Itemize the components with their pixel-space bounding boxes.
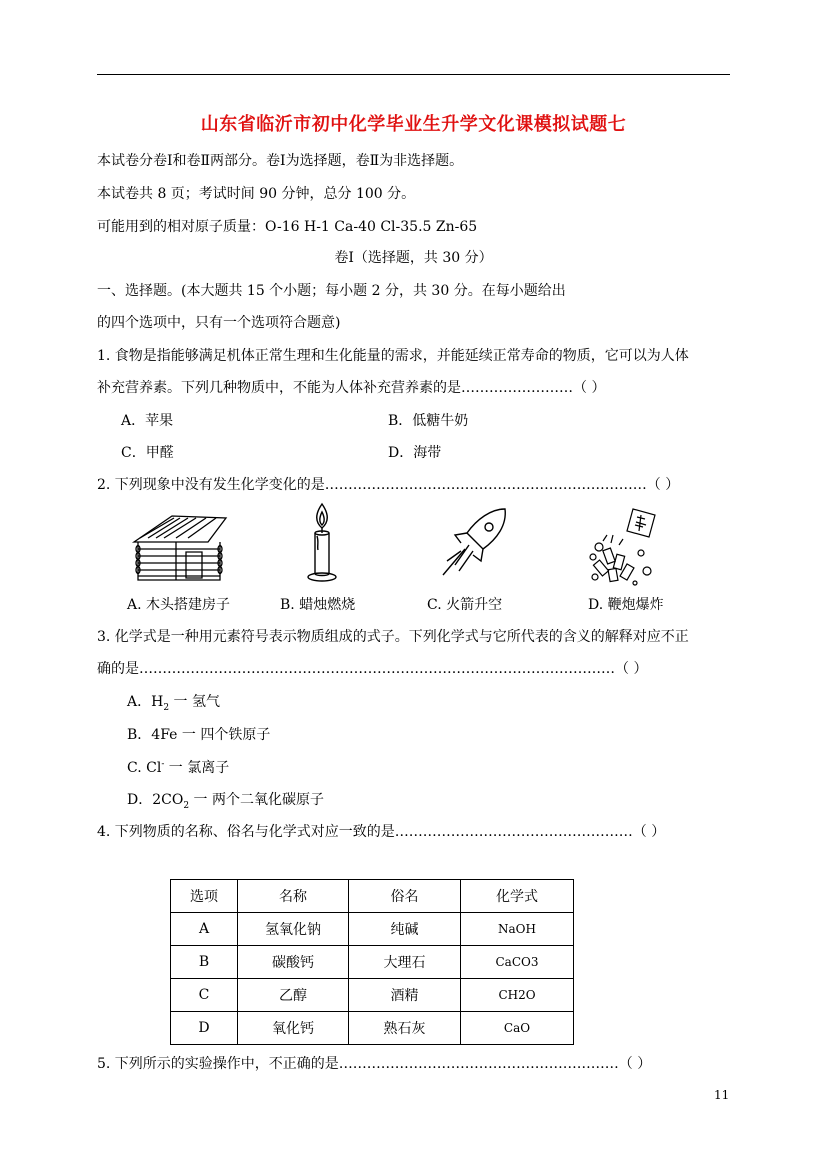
table-row: [171, 979, 574, 1012]
q3-option-c: C. Cl- 一 氯离子: [127, 759, 230, 776]
table-cell: D: [171, 1012, 238, 1045]
table-cell: CaO: [461, 1012, 574, 1045]
q2-option-a: A. 木头搭建房子: [127, 597, 231, 613]
q3-option-d: D．$2CO_2$ 一 两个二氧化碳原子: [127, 792, 324, 811]
intro-line-2: 本试卷共 8 页；考试时间 90 分钟，总分 100 分。: [97, 186, 416, 202]
table-cell: 纯碱: [349, 913, 461, 946]
intro-line-3: 可能用到的相对原子质量：O-16 H-1 Ca-40 Cl-35.5 Zn-65: [97, 219, 478, 235]
q1-option-c: C．甲醛: [121, 445, 174, 461]
table-cell: A: [171, 913, 238, 946]
section-title: 卷Ⅰ（选择题，共 30 分）: [334, 250, 493, 266]
q3-option-a: A．$H_2$ 一 氢气: [127, 694, 220, 713]
table-cell: 乙醇: [238, 979, 349, 1012]
q2-option-b: B. 蜡烛燃烧: [280, 597, 356, 613]
q1-stem-line-1: 1. 食物是指能够满足机体正常生理和生化能量的需求，并能延续正常寿命的物质，它可以为人体: [97, 348, 689, 364]
table-header-cell: 选项: [171, 880, 238, 913]
table-header-cell: 化学式: [461, 880, 574, 913]
firecracker-icon: [585, 505, 665, 587]
intro-line-1: 本试卷分卷Ⅰ和卷Ⅱ两部分。卷Ⅰ为选择题，卷Ⅱ为非选择题。: [97, 153, 464, 169]
table-cell: 大理石: [349, 946, 461, 979]
table-header-row: [171, 880, 574, 913]
q1-option-d: D．海带: [388, 445, 442, 461]
q2-option-d: D. 鞭炮爆炸: [588, 597, 664, 613]
table-row: [171, 1012, 574, 1045]
table-cell: C: [171, 979, 238, 1012]
table-cell: CaCO3: [461, 946, 574, 979]
table-header-cell: 名称: [238, 880, 349, 913]
part-heading-line-1: 一、选择题。(本大题共 15 个小题；每小题 2 分，共 30 分。在每小题给出: [97, 283, 566, 299]
q1-option-a: A．苹果: [121, 413, 174, 429]
table-cell: B: [171, 946, 238, 979]
header-rule: [97, 74, 730, 75]
table-cell: 熟石灰: [349, 1012, 461, 1045]
table-cell: 氢氧化钠: [238, 913, 349, 946]
house-icon: [128, 512, 232, 584]
candle-icon: [303, 502, 343, 584]
table-cell: 酒精: [349, 979, 461, 1012]
q2-stem: 2. 下列现象中没有发生化学变化的是……………………………………………………………（ ）: [97, 477, 680, 493]
q3-stem-line-2: 确的是…………………………………………………………………………………………（ ）: [97, 661, 648, 677]
rocket-icon: [433, 505, 511, 585]
table-row: [171, 913, 574, 946]
q1-option-b: B．低糖牛奶: [388, 413, 469, 429]
part-heading-line-2: 的四个选项中，只有一个选项符合题意): [97, 315, 341, 331]
table-row: [171, 946, 574, 979]
page-number: 11: [714, 1088, 730, 1102]
q5-stem: 5. 下列所示的实验操作中，不正确的是……………………………………………………（ ）: [97, 1056, 652, 1072]
page-title: 山东省临沂市初中化学毕业生升学文化课模拟试题七: [200, 114, 627, 135]
table-header-cell: 俗名: [349, 880, 461, 913]
q2-option-c: C. 火箭升空: [427, 597, 503, 613]
q3-option-b: B．4Fe 一 四个铁原子: [127, 727, 271, 743]
q4-stem: 4. 下列物质的名称、俗名与化学式对应一致的是……………………………………………（ ）: [97, 824, 666, 840]
q3-stem-line-1: 3. 化学式是一种用元素符号表示物质组成的式子。下列化学式与它所代表的含义的解释对应不正: [97, 629, 689, 645]
q1-stem-line-2: 补充营养素。下列几种物质中，不能为人体补充营养素的是……………………（ ）: [97, 380, 606, 396]
table-cell: 碳酸钙: [238, 946, 349, 979]
q4-table: [170, 879, 574, 1045]
table-cell: CH2O: [461, 979, 574, 1012]
table-cell: 氧化钙: [238, 1012, 349, 1045]
table-cell: NaOH: [461, 913, 574, 946]
